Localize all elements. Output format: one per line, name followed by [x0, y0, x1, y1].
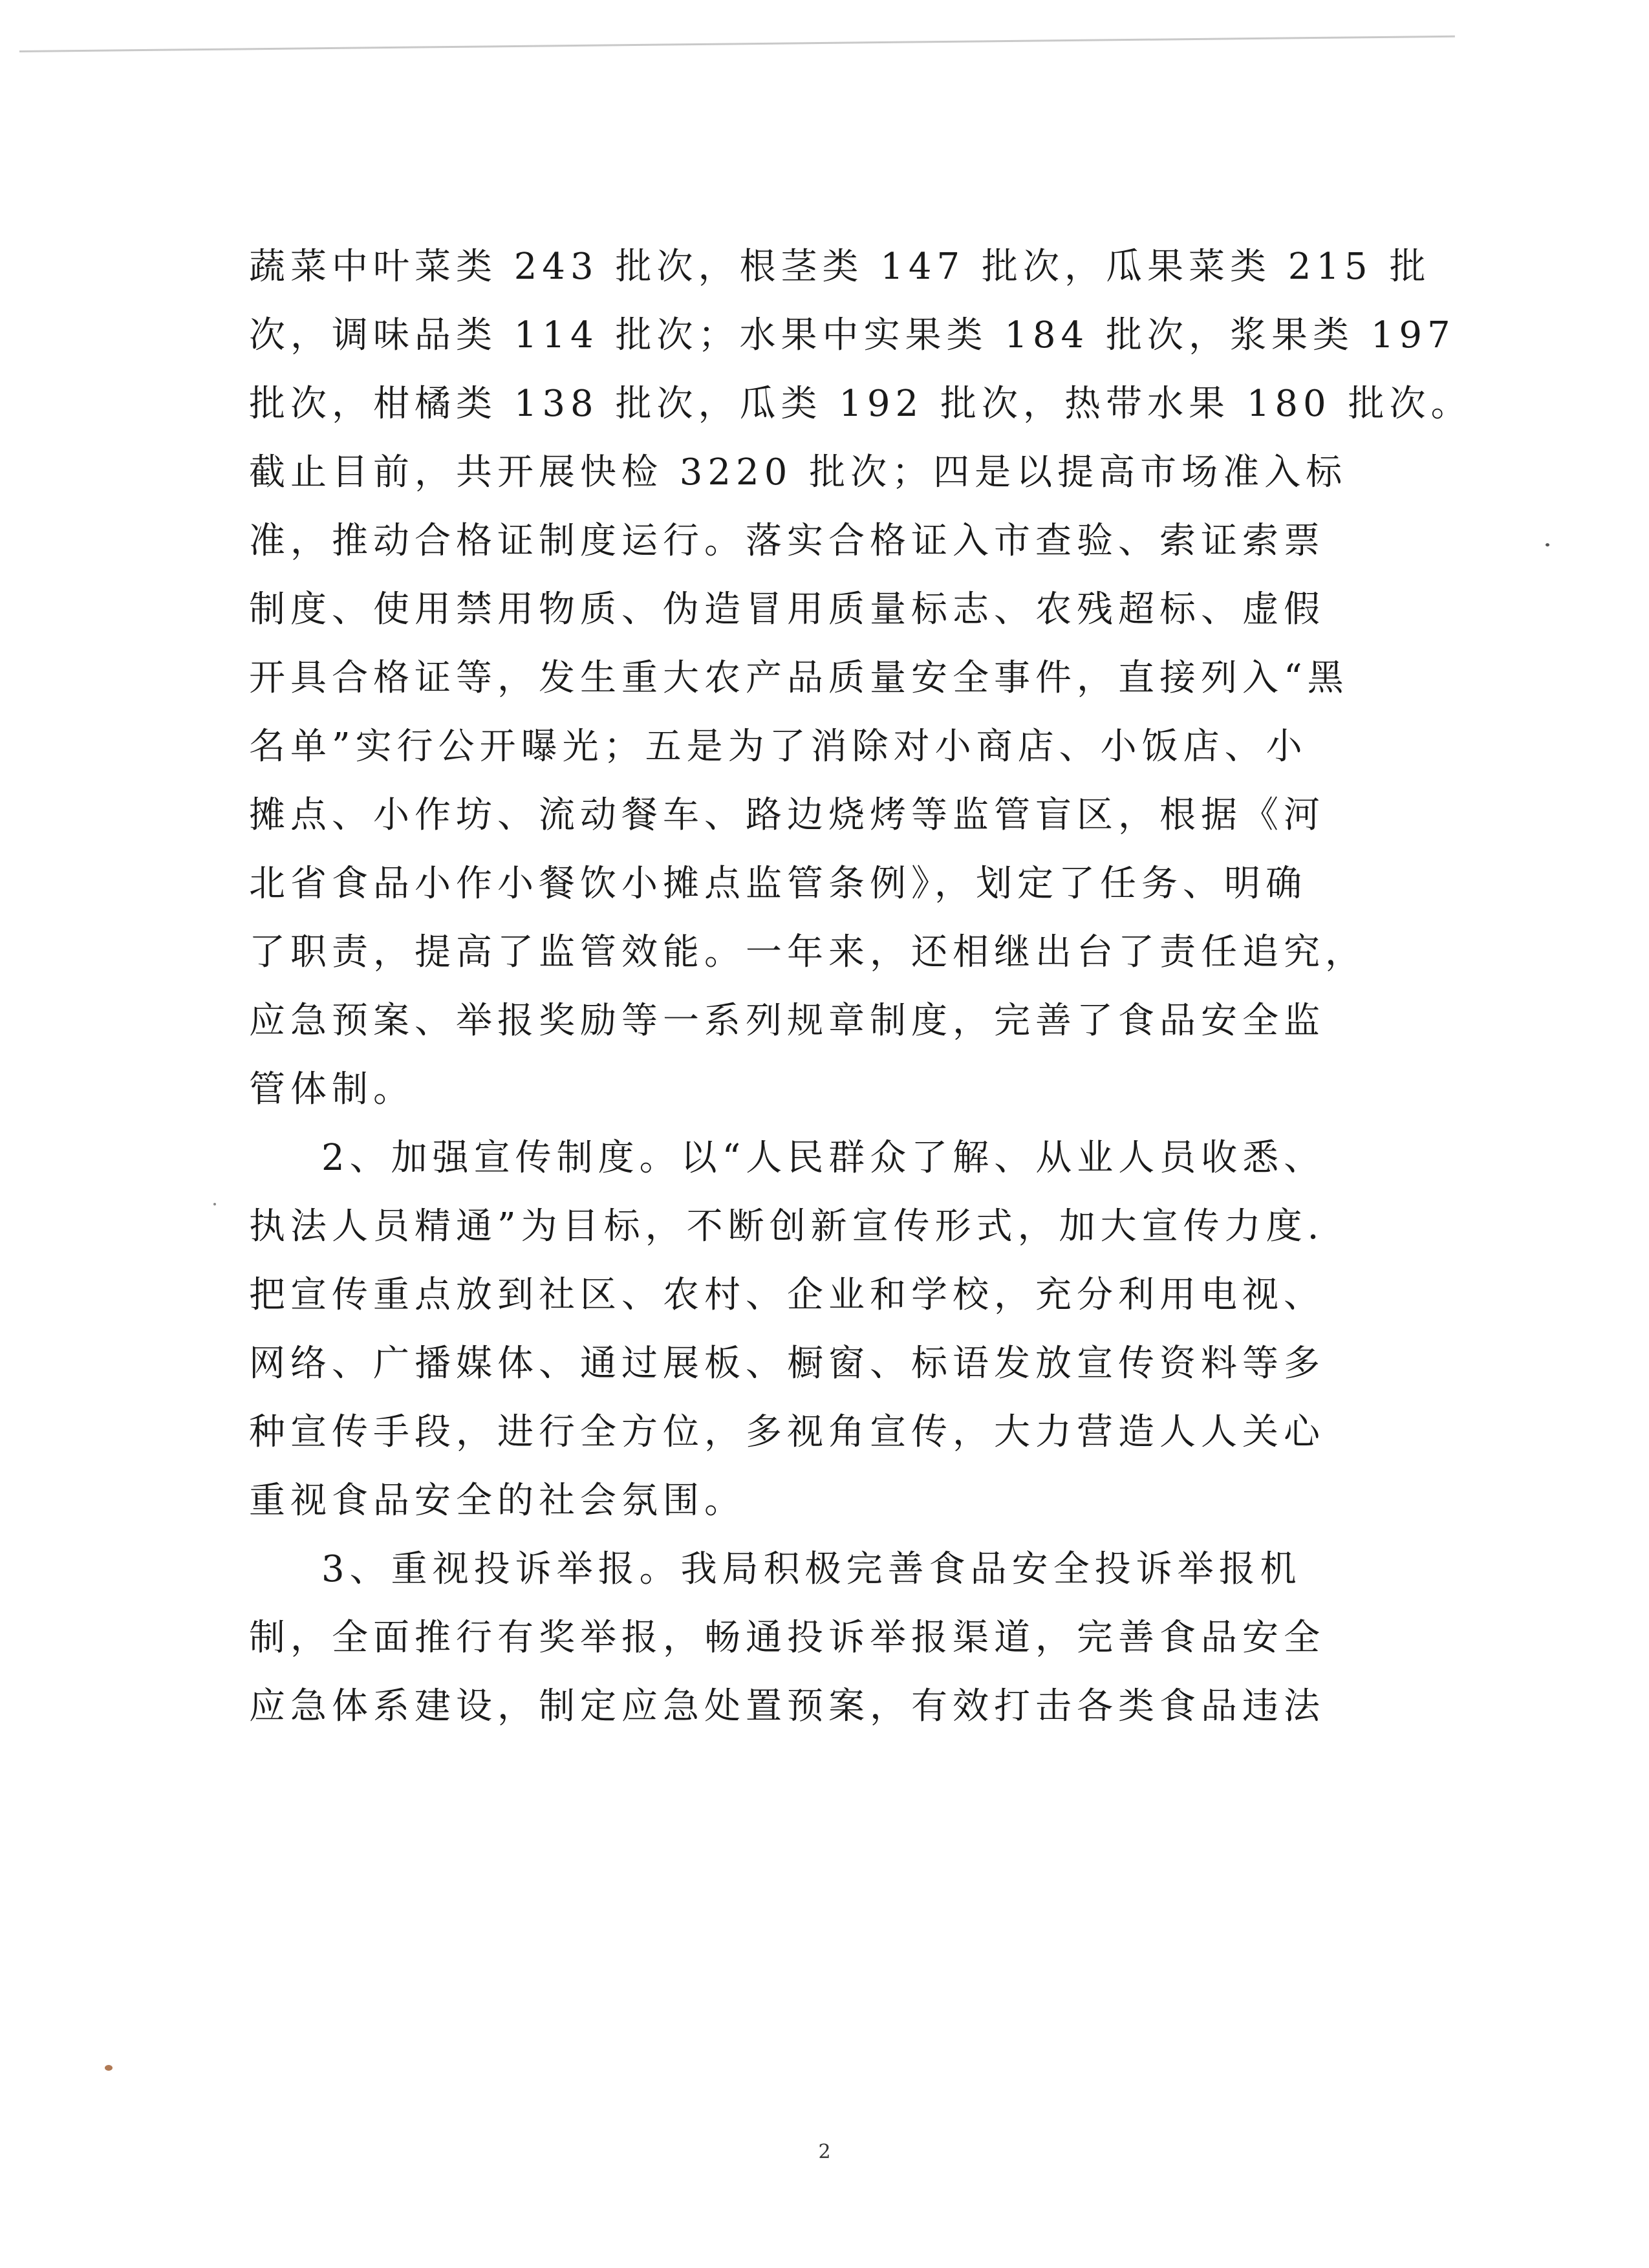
scan-speck — [1546, 543, 1549, 546]
paragraph-complaints — [249, 1535, 1406, 1741]
paragraph-continued-testing — [249, 233, 1472, 1124]
text-line: 蔬菜中叶菜类 243 批次，根茎类 147 批次，瓜果菜类 215 批 — [249, 246, 1431, 288]
text-line: 执法人员精通”为目标，不断创新宣传形式，加大宣传力度. — [249, 1205, 1324, 1247]
text-line: 摊点、小作坊、流动餐车、路边烧烤等监管盲区，根据《河 — [249, 794, 1325, 836]
text-line: 种宣传手段，进行全方位，多视角宣传，大力营造人人关心 — [249, 1411, 1325, 1453]
text-line: 制度、使用禁用物质、伪造冒用质量标志、农残超标、虚假 — [249, 589, 1325, 631]
text-line: 网络、广播媒体、通过展板、橱窗、标语发放宣传资料等多 — [249, 1343, 1325, 1385]
scan-speck — [213, 1203, 216, 1205]
text-line: 管体制。 — [249, 1068, 415, 1110]
document-body — [249, 233, 1472, 1741]
text-line: 名单”实行公开曝光；五是为了消除对小商店、小饭店、小 — [249, 726, 1308, 768]
scan-edge-line — [19, 36, 1455, 52]
paragraph-publicity — [249, 1124, 1406, 1535]
text-line: 重视食品安全的社会氛围。 — [249, 1480, 746, 1522]
text-line: 准，推动合格证制度运行。落实合格证入市查验、索证索票 — [249, 520, 1325, 562]
scan-speck — [105, 2065, 113, 2071]
text-line: 把宣传重点放到社区、农村、企业和学校，充分利用电视、 — [249, 1274, 1325, 1316]
text-line: 应急体系建设，制定应急处置预案，有效打击各类食品违法 — [249, 1685, 1325, 1727]
text-line: 批次，柑橘类 138 批次，瓜类 192 批次，热带水果 180 批次。 — [249, 383, 1472, 425]
text-line: 2、加强宣传制度。以“人民群众了解、从业人员收悉、 — [321, 1137, 1326, 1179]
text-line: 截止目前，共开展快检 3220 批次；四是以提高市场准入标 — [249, 451, 1348, 493]
text-line: 制，全面推行有奖举报，畅通投诉举报渠道，完善食品安全 — [249, 1617, 1325, 1659]
page-number: 2 — [818, 2141, 831, 2163]
text-line: 了职责，提高了监管效能。一年来，还相继出台了责任追究， — [249, 931, 1366, 973]
text-line: 应急预案、举报奖励等一系列规章制度，完善了食品安全监 — [249, 1000, 1325, 1042]
text-line: 3、重视投诉举报。我局积极完善食品安全投诉举报机 — [321, 1548, 1302, 1590]
text-line: 次，调味品类 114 批次；水果中实果类 184 批次，浆果类 197 — [249, 314, 1456, 356]
text-line: 开具合格证等，发生重大农产品质量安全事件，直接列入“黑 — [249, 657, 1349, 699]
text-line: 北省食品小作小餐饮小摊点监管条例》，划定了任务、明确 — [249, 863, 1307, 905]
